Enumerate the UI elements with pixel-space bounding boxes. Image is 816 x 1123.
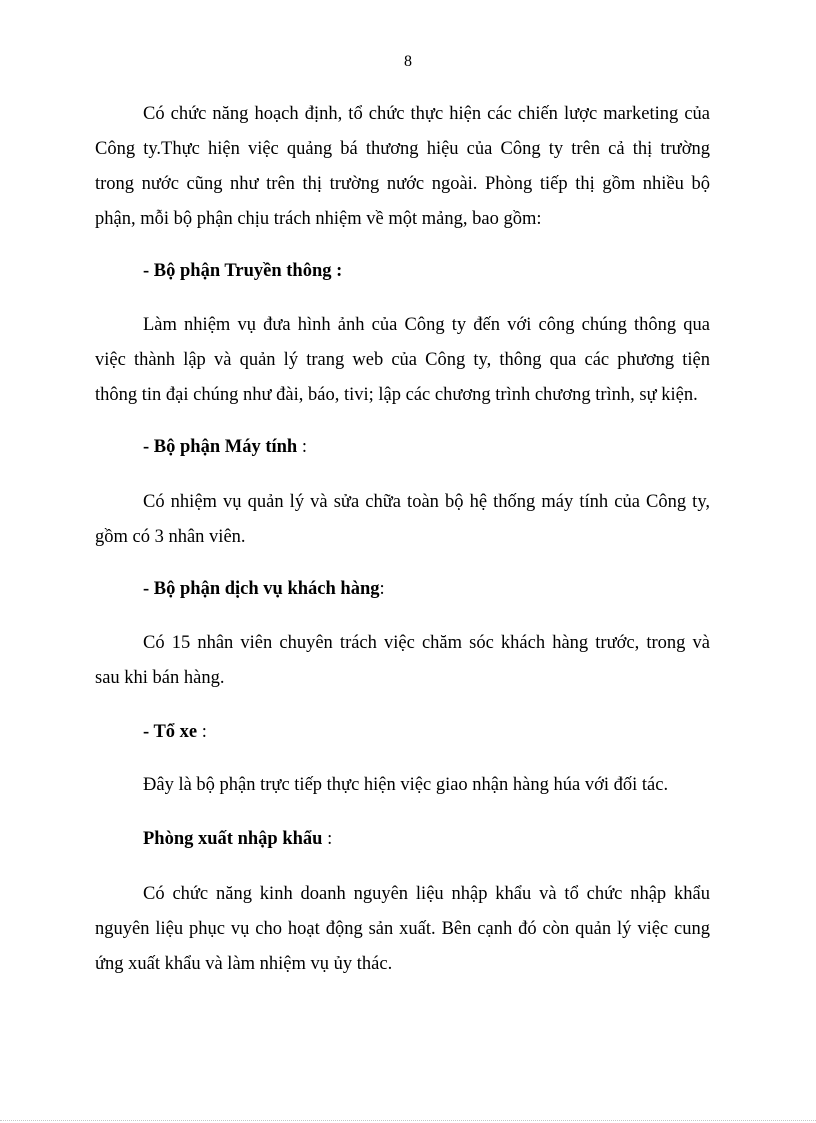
customer-service-line-2: sau khi bán hàng. — [95, 668, 225, 688]
computer-heading-text: - Bộ phận Máy tính — [143, 437, 298, 457]
intro-line-2: Công ty.Thực hiện việc quảng bá thương hiệu của Công ty trên cả thị trường — [95, 139, 710, 159]
vehicle-line-1: Đây là bộ phận trực tiếp thực hiện việc giao nhận hàng húa với đối tác. — [143, 775, 669, 795]
communications-paragraph — [95, 308, 710, 413]
communications-line-1: Làm nhiệm vụ đưa hình ảnh của Công ty đến với công chúng thông qua — [143, 315, 710, 335]
communications-heading-text: - Bộ phận Truyền thông : — [143, 261, 343, 281]
customer-service-paragraph — [95, 626, 710, 696]
computer-line-1: Có nhiệm vụ quản lý và sửa chữa toàn bộ hệ thống máy tính của Công ty, — [143, 492, 710, 512]
communications-line-2: việc thành lập và quản lý trang web của Công ty, thông qua các phương tiện — [95, 350, 710, 370]
computer-heading — [95, 430, 710, 465]
intro-paragraph — [95, 97, 710, 237]
import-export-line-1: Có chức năng kinh doanh nguyên liệu nhập khẩu và tổ chức nhập khẩu — [143, 884, 710, 904]
computer-heading-colon: : — [297, 437, 307, 457]
customer-service-heading-text: - Bộ phận dịch vụ khách hàng — [143, 579, 380, 599]
vehicle-heading — [95, 715, 710, 750]
intro-line-3: trong nước cũng như trên thị trường nước ngoài. Phòng tiếp thị gồm nhiều bộ — [95, 174, 710, 194]
computer-line-2: gồm có 3 nhân viên. — [95, 527, 246, 547]
communications-heading — [95, 254, 710, 289]
intro-line-1: Có chức năng hoạch định, tổ chức thực hiện các chiến lược marketing của — [143, 104, 710, 124]
intro-line-4: phận, mỗi bộ phận chịu trách nhiệm về một mảng, bao gồm: — [95, 209, 542, 229]
import-export-paragraph — [95, 877, 710, 982]
communications-line-3: thông tin đại chúng như đài, báo, tivi; lập các chương trình chương trình, sự kiện. — [95, 385, 698, 405]
import-export-line-3: ứng xuất khẩu và làm nhiệm vụ ủy thác. — [95, 954, 393, 974]
customer-service-heading-colon: : — [379, 579, 385, 599]
computer-paragraph — [95, 485, 710, 555]
customer-service-heading — [95, 572, 710, 607]
footer-dotted-rule — [0, 1120, 816, 1121]
import-export-heading — [95, 822, 710, 857]
customer-service-line-1: Có 15 nhân viên chuyên trách việc chăm sóc khách hàng trước, trong và — [143, 633, 710, 653]
vehicle-heading-colon: : — [197, 722, 207, 742]
vehicle-paragraph — [95, 768, 710, 803]
import-export-heading-colon: : — [322, 829, 333, 849]
vehicle-heading-text: - Tổ xe — [143, 722, 198, 742]
page-number: 8 — [404, 53, 412, 70]
import-export-heading-text: Phòng xuất nhập khẩu — [143, 829, 323, 849]
import-export-line-2: nguyên liệu phục vụ cho hoạt động sản xuất. Bên cạnh đó còn quản lý việc cung — [95, 919, 710, 939]
